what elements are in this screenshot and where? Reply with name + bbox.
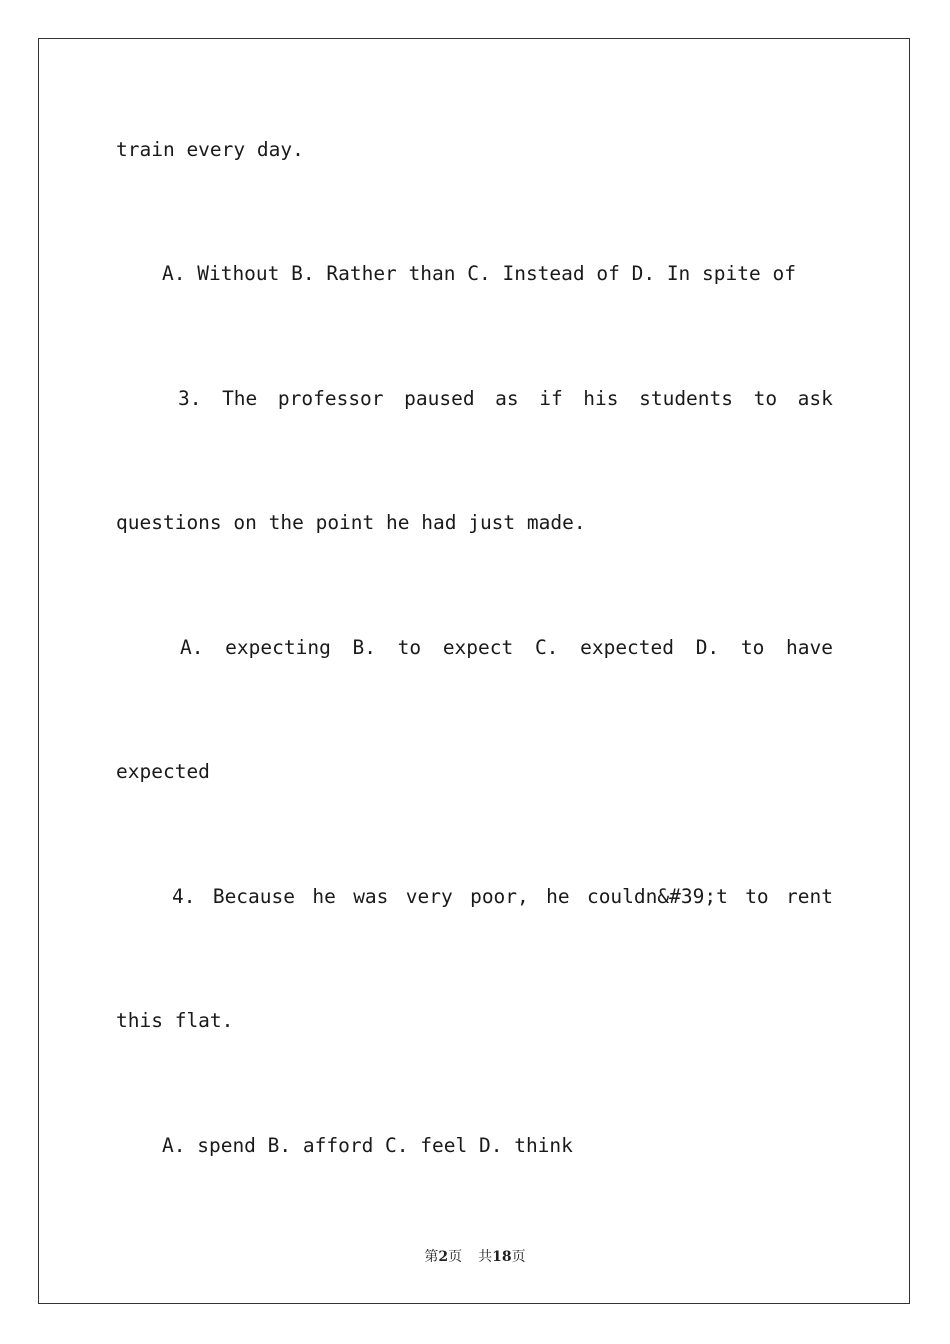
word: to — [753, 387, 778, 410]
word: ask — [797, 387, 833, 410]
footer-page-suffix: 页 — [448, 1249, 463, 1265]
word: to — [745, 885, 769, 908]
word: rent — [786, 885, 833, 908]
word: C. — [534, 636, 559, 659]
text-line-1: train every day. — [116, 138, 304, 161]
word: very — [405, 885, 453, 908]
word: expect — [442, 636, 514, 659]
text-line-9-options: A. spend B. afford C. feel D. think — [162, 1134, 573, 1157]
word: as — [495, 387, 519, 410]
word: The — [222, 387, 258, 410]
word: to — [740, 636, 765, 659]
text-line-7-question — [172, 885, 833, 909]
footer-total-number: 18 — [492, 1249, 512, 1265]
word: Because — [212, 885, 296, 908]
footer-page-prefix: 第 — [424, 1249, 439, 1265]
word: have — [786, 636, 833, 659]
word: D. — [695, 636, 720, 659]
word: was — [353, 885, 389, 908]
page-footer — [0, 1248, 950, 1266]
word: couldn&#39;t — [586, 885, 728, 908]
word: B. — [352, 636, 376, 659]
text-line-6: expected — [116, 760, 210, 783]
text-line-2-options: A. Without B. Rather than C. Instead of D. In spite of — [162, 262, 796, 285]
page-border — [38, 38, 910, 1304]
word: his — [583, 387, 619, 410]
word: A. — [180, 636, 204, 659]
text-line-4: questions on the point he had just made. — [116, 511, 586, 534]
word: students — [639, 387, 734, 410]
text-line-5-options — [180, 636, 833, 660]
word: expected — [580, 636, 675, 659]
word: expecting — [225, 636, 331, 659]
footer-total-prefix: 共 — [478, 1249, 493, 1265]
word: he — [312, 885, 336, 908]
footer-page-number: 2 — [438, 1249, 449, 1265]
word: he — [546, 885, 570, 908]
word: 3. — [178, 387, 202, 410]
footer-total-suffix: 页 — [511, 1249, 526, 1265]
text-line-8: this flat. — [116, 1009, 234, 1032]
word: professor — [277, 387, 384, 410]
word: to — [397, 636, 422, 659]
text-line-3-question — [178, 387, 833, 411]
word: 4. — [172, 885, 196, 908]
word: if — [539, 387, 563, 410]
word: poor, — [470, 885, 529, 908]
word: paused — [404, 387, 475, 410]
